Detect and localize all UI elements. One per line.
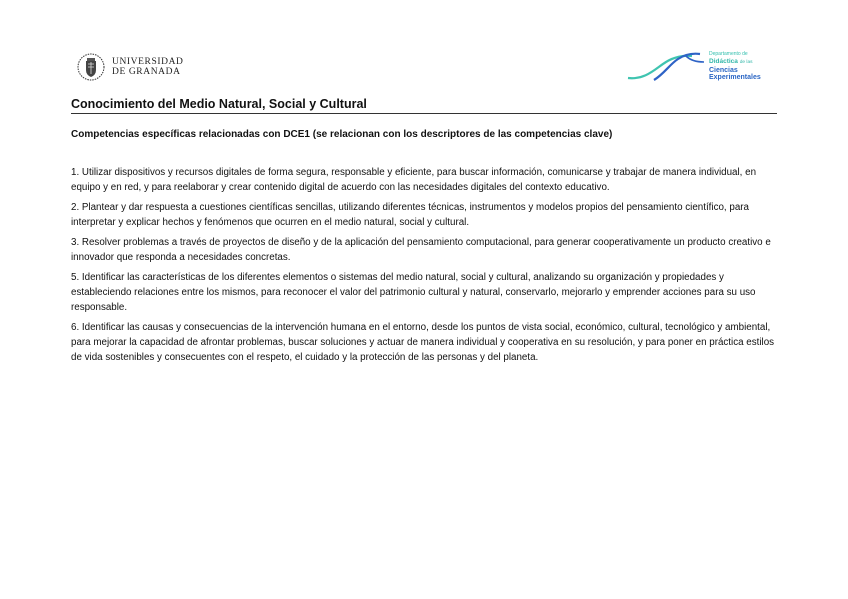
competency-item: 2. Plantear y dar respuesta a cuestiones científicas sencillas, utilizando diferentes técnicas, instrumentos y modelos propios del pensamiento científico, para interpretar y explicar hechos y fenómenos que ocurren en el medio natural, social y cultural. xyxy=(71,202,749,228)
department-name xyxy=(709,51,761,82)
department-line1: Departamento de xyxy=(709,51,748,57)
department-line4: Experimentales xyxy=(709,74,761,82)
university-name-line2: DE GRANADA xyxy=(112,67,181,77)
document-title: Conocimiento del Medio Natural, Social y Cultural xyxy=(71,97,777,114)
department-logo xyxy=(626,50,776,84)
competency-item: 6. Identificar las causas y consecuencias de la intervención humana en el entorno, desde los puntos de vista social, económico, cultural, tecnológico y ambiental, para mejorar la capacidad de afrontar problemas, buscar soluciones y actuar de manera individual y cooperativa en su resolución, y para poner en práctica estilos de vida sostenibles y consecuentes con el respeto, el cuidado y la protección de las personas y del planeta. xyxy=(71,322,775,363)
university-logo xyxy=(76,52,184,82)
competency-item: 1. Utilizar dispositivos y recursos digitales de forma segura, responsable y eficiente, para buscar información, comunicarse y trabajar de manera individual, en equipo y en red, y para reelaborar y crear contenido digital de acuerdo con las necesidades digitales del contexto educativo. xyxy=(71,167,757,193)
competency-item: 5. Identificar las características de los diferentes elementos o sistemas del medio natural, social y cultural, analizando su organización y propiedades y estableciendo relaciones entre los mismos, para reconocer el valor del patrimonio cultural y natural, conservarlo, mejorarlo y emprender acciones para su uso responsable. xyxy=(71,272,756,313)
university-name-line1: UNIVERSIDAD xyxy=(112,57,184,67)
department-line3: Ciencias xyxy=(709,66,738,74)
department-line2-small: de las xyxy=(739,60,753,66)
department-line2-main: Didáctica xyxy=(709,58,738,66)
coat-of-arms-icon xyxy=(76,52,106,82)
page-header xyxy=(0,0,848,95)
university-name xyxy=(112,57,184,77)
competency-item: 3. Resolver problemas a través de proyectos de diseño y de la aplicación del pensamiento computacional, para generar cooperativamente un producto creativo e innovador que responda a necesidades concretas. xyxy=(71,237,771,263)
department-line2 xyxy=(709,58,761,66)
document-subtitle: Competencias específicas relacionadas con DCE1 (se relacionan con los descriptores de las competencias clave) xyxy=(71,129,613,140)
competencies-list xyxy=(71,165,783,370)
department-wave-icon xyxy=(626,50,708,84)
